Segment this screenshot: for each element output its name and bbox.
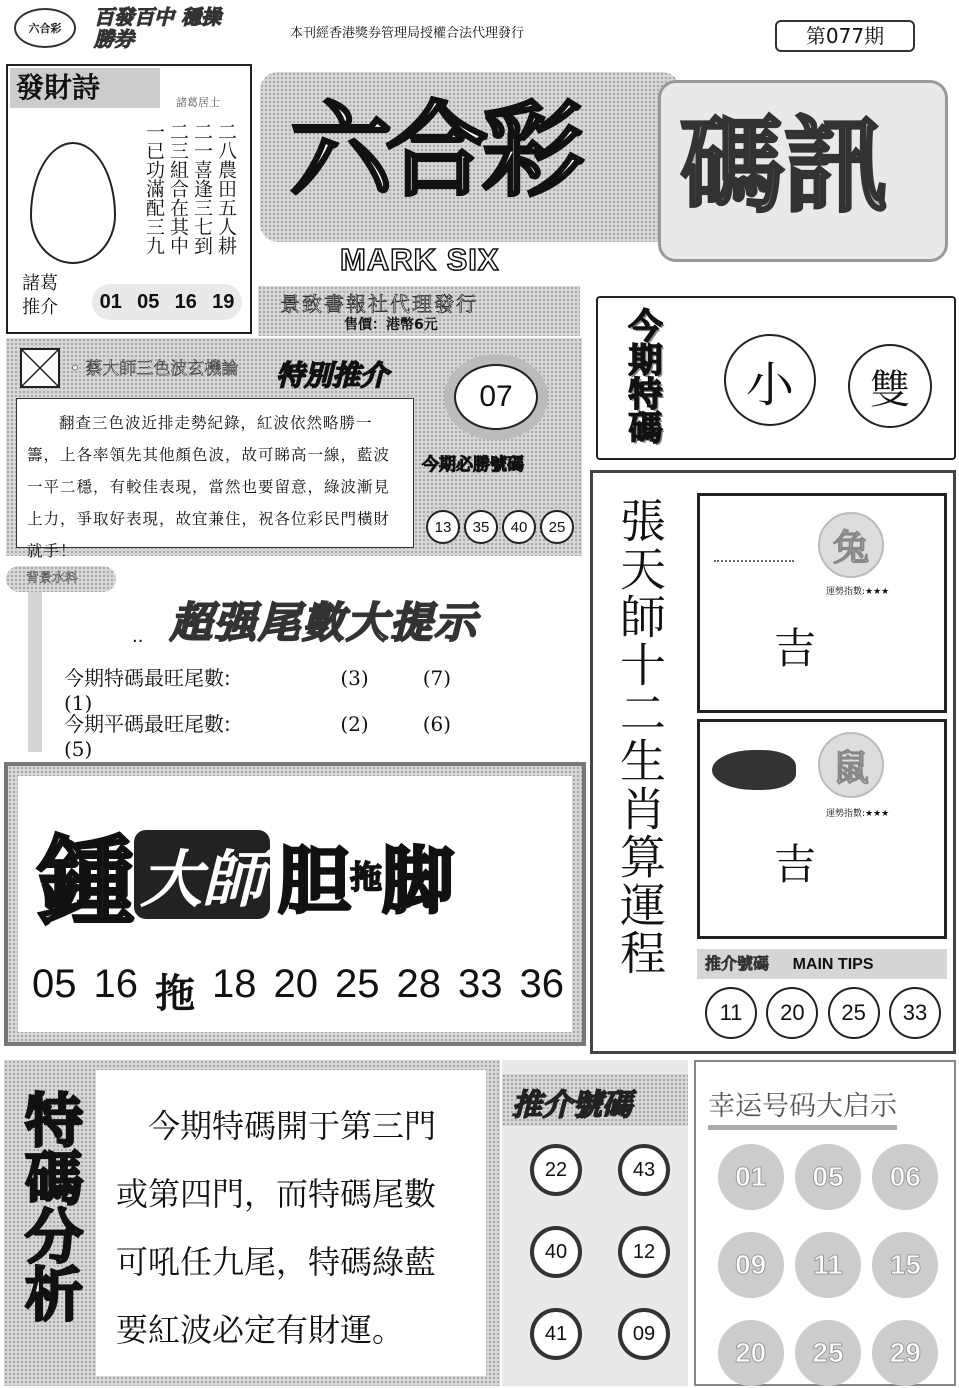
poem-numbers xyxy=(92,284,242,320)
tail-hint-tab: 背景水料 xyxy=(6,566,116,592)
tail-hint-rail xyxy=(28,586,42,752)
header xyxy=(0,0,959,60)
masthead-title: 六合彩 xyxy=(290,92,578,211)
poem-number: 19 xyxy=(212,290,235,313)
lucky-ball: 25 xyxy=(795,1320,861,1386)
recommend-panel xyxy=(502,1060,688,1386)
zhong-title xyxy=(38,806,454,943)
tail-value: (1) xyxy=(64,691,93,715)
zhong-title-part: 拖 xyxy=(350,857,383,896)
zhong-title-part: 胆 xyxy=(278,838,351,923)
zhong-title-part: 鍾 xyxy=(38,826,134,938)
zhang-title: 張天師十二生肖算運程 xyxy=(613,497,667,977)
tail-value: (2) xyxy=(340,712,369,736)
issue-number: 第077期 xyxy=(775,20,915,52)
checkbox-icon xyxy=(20,348,60,388)
zodiac-sign-rabbit: 兔 xyxy=(818,512,884,578)
zhong-number: 05 xyxy=(32,962,77,1006)
zhong-numbers xyxy=(32,962,564,1019)
poem-line: 二三組合在其中 xyxy=(167,122,189,255)
poem-line: 二八農田五人耕 xyxy=(215,122,237,255)
main-tips-label: 推介號碼 xyxy=(705,954,770,973)
recommend-label: 諸葛推介 xyxy=(22,273,58,318)
analysis-line: 或第四門，而特碼尾數 xyxy=(116,1175,437,1213)
analysis-line: 今期特碼開于第三門 xyxy=(148,1107,437,1145)
zhong-title-part: 大師 xyxy=(134,830,270,919)
must-win-ball: 40 xyxy=(502,510,536,544)
lucky-ball: 11 xyxy=(795,1232,861,1298)
special-tag-small: 小 xyxy=(724,334,816,426)
must-win-ball: 35 xyxy=(464,510,498,544)
master-cai-heading: • 蔡大師三色波玄機論 xyxy=(70,359,239,379)
fortune-egg-icon xyxy=(30,142,116,264)
zodiac-result: 吉 xyxy=(774,840,817,889)
lucky-ball: 20 xyxy=(718,1320,784,1386)
analysis-title: 特碼分析 xyxy=(15,1090,83,1322)
zhong-number: 36 xyxy=(519,962,564,1006)
recommend-grid xyxy=(530,1144,670,1360)
tail-value: (5) xyxy=(64,737,93,761)
fortune-poem-panel xyxy=(6,64,252,334)
recommend-ball: 41 xyxy=(530,1308,582,1360)
main-tips-english: MAIN TIPS xyxy=(792,956,874,973)
fortune-poem-author: 諸葛居士 xyxy=(176,96,220,109)
tail-row-label: 今期特碼最旺尾數: xyxy=(64,666,231,690)
masthead-subtitle: 碼訊 xyxy=(680,105,889,227)
rabbit-icon xyxy=(714,522,794,562)
recommend-ball: 40 xyxy=(530,1226,582,1278)
tip-ball: 25 xyxy=(828,987,880,1039)
zodiac-card-rat xyxy=(697,719,947,939)
zhong-number: 25 xyxy=(335,962,380,1006)
tail-row-label: 今期平碼最旺尾數: xyxy=(64,712,231,736)
masthead xyxy=(260,62,956,286)
master-cai-tag: 特別推介 xyxy=(276,359,389,392)
poem-line: 二一喜逢三七到 xyxy=(191,122,213,255)
header-logo: 六合彩 xyxy=(14,8,76,48)
poem-number: 01 xyxy=(99,290,122,313)
zhong-number: 拖 xyxy=(155,972,195,1016)
tail-hint-marks: .. xyxy=(132,626,144,647)
analysis-panel xyxy=(4,1060,500,1386)
lucky-ball: 09 xyxy=(718,1232,784,1298)
tip-ball: 20 xyxy=(766,987,818,1039)
featured-ball: 07 xyxy=(454,364,538,430)
tail-hint-title: 超强尾數大提示 xyxy=(170,598,479,647)
mark-six-label: MARK SIX xyxy=(340,242,500,277)
fortune-index: 運勢指數:★★★ xyxy=(826,587,890,597)
publisher-name: 景致書報社代理發行 xyxy=(280,292,478,316)
lucky-grid xyxy=(712,1144,944,1386)
publisher-price: 售價：港幣6元 xyxy=(344,317,438,333)
tip-ball: 33 xyxy=(889,987,941,1039)
zhong-number: 28 xyxy=(396,962,441,1006)
tail-value: (7) xyxy=(422,666,452,690)
analysis-text xyxy=(96,1070,486,1376)
tail-value: (3) xyxy=(340,666,369,690)
main-tips-bar xyxy=(697,949,947,979)
analysis-line: 可吼任九尾，特碼綠藍 xyxy=(116,1243,437,1281)
master-cai-text: 翻查三色波近排走勢紀錄，紅波依然略勝一籌，上各率領先其他顏色波，故可睇高一線，藍波一平二穩，有較佳表現，當然也要留意，綠波漸見上力，爭取好表現，故宜兼住，祝各位彩民門橫財就手！ xyxy=(16,398,414,548)
must-win-ball: 13 xyxy=(426,510,460,544)
tail-hint-row xyxy=(64,708,564,761)
zhang-panel xyxy=(590,470,956,1054)
zodiac-card-rabbit xyxy=(697,493,947,713)
lucky-ball: 01 xyxy=(718,1144,784,1210)
zodiac-sign-rat: 鼠 xyxy=(818,732,884,798)
must-win-numbers xyxy=(426,510,574,544)
authority-notice: 本刊經香港獎券管理局授權合法代理發行 xyxy=(290,26,525,41)
zhong-number: 33 xyxy=(458,962,503,1006)
tail-value: (6) xyxy=(422,712,452,736)
fortune-poem-title: 發財詩 xyxy=(10,68,160,108)
zodiac-result: 吉 xyxy=(774,624,817,673)
zhong-panel xyxy=(4,762,586,1046)
lucky-title: 幸运号码大启示 xyxy=(708,1084,897,1130)
zhong-number: 16 xyxy=(93,962,138,1006)
tail-hint-panel xyxy=(6,566,582,761)
recommend-ball: 12 xyxy=(618,1226,670,1278)
poem-number: 16 xyxy=(174,290,197,313)
special-code-title: 今期特碼 xyxy=(622,308,662,444)
recommend-ball: 43 xyxy=(618,1144,670,1196)
fortune-poem-lines xyxy=(142,122,238,292)
zhong-title-part: 脚 xyxy=(382,838,455,923)
master-cai-panel xyxy=(6,338,582,560)
lucky-panel xyxy=(694,1060,956,1386)
main-tips-numbers xyxy=(705,987,941,1039)
recommend-title: 推介號碼 xyxy=(512,1088,632,1123)
must-win-label: 今期必勝號碼 xyxy=(422,455,524,475)
zhong-number: 20 xyxy=(273,962,318,1006)
rat-icon xyxy=(712,750,796,790)
lucky-ball: 06 xyxy=(872,1144,938,1210)
recommend-ball: 22 xyxy=(530,1144,582,1196)
recommend-ball: 09 xyxy=(618,1308,670,1360)
fortune-index: 運勢指數:★★★ xyxy=(826,809,890,819)
special-tag-even: 雙 xyxy=(848,344,932,428)
publisher-bar xyxy=(258,286,580,336)
tip-ball: 11 xyxy=(705,987,757,1039)
poem-line: 一已功滿配三九 xyxy=(143,122,165,255)
analysis-line: 要紅波必定有財運。 xyxy=(116,1311,405,1349)
header-slogan: 百發百中 穩操勝券 xyxy=(94,5,221,51)
lucky-ball: 29 xyxy=(872,1320,938,1386)
must-win-ball: 25 xyxy=(540,510,574,544)
zhong-number: 18 xyxy=(212,962,257,1006)
poem-number: 05 xyxy=(137,290,160,313)
lucky-ball: 15 xyxy=(872,1232,938,1298)
special-code-panel xyxy=(596,296,956,460)
lucky-ball: 05 xyxy=(795,1144,861,1210)
